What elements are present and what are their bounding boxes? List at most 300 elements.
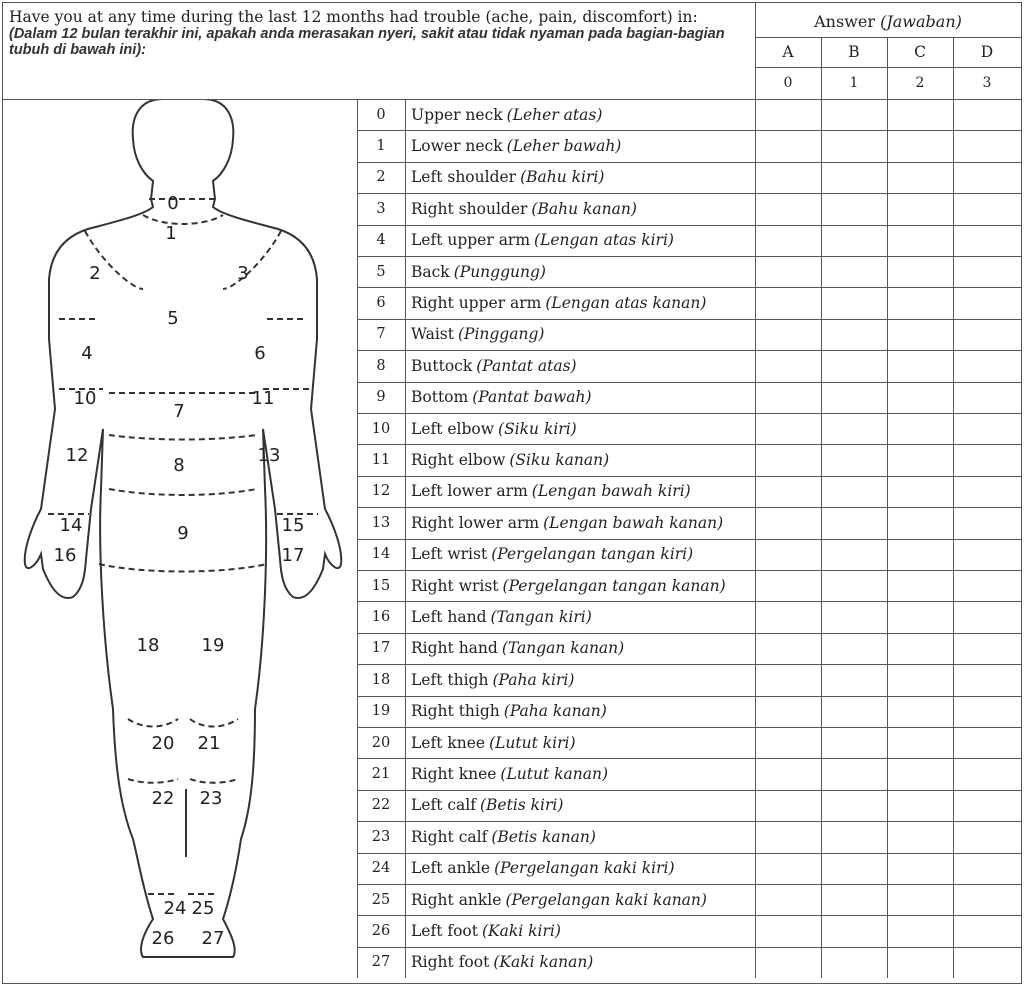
answer-checkbox-cell[interactable]	[755, 570, 821, 601]
answer-checkbox-cell[interactable]	[953, 256, 1021, 287]
figure-region-label: 9	[177, 523, 189, 544]
answer-checkbox-cell[interactable]	[755, 382, 821, 413]
body-part-label	[411, 507, 757, 538]
answer-checkbox-cell[interactable]	[755, 915, 821, 946]
answer-checkbox-cell[interactable]	[821, 758, 887, 789]
answer-checkbox-cell[interactable]	[821, 696, 887, 727]
answer-checkbox-cell[interactable]	[887, 444, 953, 475]
answer-checkbox-cell[interactable]	[887, 256, 953, 287]
answer-checkbox-cell[interactable]	[821, 947, 887, 978]
grid-line	[357, 664, 1021, 665]
answer-checkbox-cell[interactable]	[953, 696, 1021, 727]
answer-checkbox-cell[interactable]	[953, 225, 1021, 256]
answer-checkbox-cell[interactable]	[755, 444, 821, 475]
grid-line	[357, 915, 1021, 916]
figure-region-label: 20	[151, 733, 175, 754]
answer-checkbox-cell[interactable]	[821, 601, 887, 632]
body-part-label	[411, 193, 757, 224]
body-part-label	[411, 727, 757, 758]
answer-checkbox-cell[interactable]	[887, 633, 953, 664]
grid-line	[357, 225, 1021, 226]
answer-checkbox-cell[interactable]	[755, 99, 821, 130]
answer-checkbox-cell[interactable]	[821, 444, 887, 475]
figure-region-label: 0	[167, 193, 179, 214]
grid-line	[357, 319, 1021, 320]
body-part-label	[411, 821, 757, 852]
figure-region-label: 6	[254, 343, 266, 364]
grid-line	[357, 476, 1021, 477]
answer-column-score: 1	[849, 75, 859, 91]
body-part-english: Left lower arm	[411, 482, 528, 501]
answer-checkbox-cell[interactable]	[953, 476, 1021, 507]
answer-checkbox-cell[interactable]	[953, 382, 1021, 413]
figure-region-label: 1	[165, 223, 177, 244]
grid-line	[357, 193, 1021, 194]
answer-checkbox-cell[interactable]	[953, 601, 1021, 632]
body-part-indonesian: (Bahu kanan)	[531, 199, 637, 218]
answer-checkbox-cell[interactable]	[755, 193, 821, 224]
body-part-indonesian: (Betis kanan)	[491, 827, 596, 846]
grid-line	[357, 601, 1021, 602]
body-part-english: Right hand	[411, 639, 498, 658]
grid-line	[755, 37, 1021, 38]
body-map-figure	[3, 99, 357, 983]
grid-line	[953, 37, 954, 978]
row-number: 6	[376, 295, 386, 312]
body-part-indonesian: (Lutut kiri)	[489, 733, 576, 752]
grid-line	[357, 758, 1021, 759]
answer-checkbox-cell[interactable]	[887, 287, 953, 318]
answer-checkbox-cell[interactable]	[887, 884, 953, 915]
body-part-english: Upper neck	[411, 105, 503, 124]
body-part-english: Left knee	[411, 733, 486, 752]
row-number: 21	[371, 766, 391, 783]
figure-region-label: 3	[237, 263, 249, 284]
answer-checkbox-cell[interactable]	[953, 884, 1021, 915]
body-part-label	[411, 664, 757, 695]
answer-checkbox-cell[interactable]	[821, 193, 887, 224]
body-part-label	[411, 884, 757, 915]
answer-checkbox-cell[interactable]	[755, 664, 821, 695]
body-part-indonesian: (Pergelangan kaki kanan)	[505, 890, 707, 909]
answer-checkbox-cell[interactable]	[755, 696, 821, 727]
answer-checkbox-cell[interactable]	[953, 162, 1021, 193]
row-number: 13	[371, 514, 391, 531]
answer-checkbox-cell[interactable]	[887, 413, 953, 444]
row-number: 5	[376, 263, 386, 280]
answer-checkbox-cell[interactable]	[821, 225, 887, 256]
body-part-label	[411, 633, 757, 664]
body-part-english: Right calf	[411, 827, 488, 846]
body-part-english: Left ankle	[411, 859, 491, 878]
body-part-indonesian: (Paha kiri)	[492, 670, 575, 689]
figure-region-label: 19	[201, 635, 225, 656]
body-part-indonesian: (Tangan kanan)	[501, 639, 625, 658]
body-part-indonesian: (Lengan atas kiri)	[534, 231, 674, 250]
answer-checkbox-cell[interactable]	[755, 162, 821, 193]
row-number: 16	[371, 609, 391, 626]
body-part-english: Right wrist	[411, 576, 499, 595]
body-part-english: Left thigh	[411, 670, 489, 689]
answer-checkbox-cell[interactable]	[755, 413, 821, 444]
answer-checkbox-cell[interactable]	[821, 130, 887, 161]
row-number: 23	[371, 828, 391, 845]
body-part-label	[411, 162, 757, 193]
answer-checkbox-cell[interactable]	[887, 225, 953, 256]
grid-line	[357, 350, 1021, 351]
answer-checkbox-cell[interactable]	[821, 539, 887, 570]
grid-line	[357, 633, 1021, 634]
answer-checkbox-cell[interactable]	[953, 319, 1021, 350]
answer-column-letter: C	[914, 43, 926, 61]
answer-checkbox-cell[interactable]	[821, 507, 887, 538]
body-part-indonesian: (Paha kanan)	[503, 702, 607, 721]
answer-column-letter: D	[980, 43, 994, 61]
answer-checkbox-cell[interactable]	[887, 162, 953, 193]
row-number: 19	[371, 703, 391, 720]
answer-checkbox-cell[interactable]	[821, 853, 887, 884]
answer-checkbox-cell[interactable]	[953, 99, 1021, 130]
answer-checkbox-cell[interactable]	[887, 570, 953, 601]
grid-line	[755, 3, 756, 978]
body-part-indonesian: (Lengan bawah kiri)	[531, 482, 691, 501]
row-number: 7	[376, 326, 386, 343]
answer-checkbox-cell[interactable]	[953, 413, 1021, 444]
row-number: 9	[376, 389, 386, 406]
body-part-label	[411, 444, 757, 475]
body-part-indonesian: (Siku kiri)	[498, 419, 577, 438]
answer-checkbox-cell[interactable]	[887, 130, 953, 161]
row-number: 3	[376, 200, 386, 217]
body-part-english: Buttock	[411, 356, 473, 375]
answer-checkbox-cell[interactable]	[887, 853, 953, 884]
figure-region-label: 18	[136, 635, 160, 656]
answer-checkbox-cell[interactable]	[953, 915, 1021, 946]
figure-region-label: 14	[59, 515, 83, 536]
answer-checkbox-cell[interactable]	[887, 539, 953, 570]
answer-checkbox-cell[interactable]	[755, 256, 821, 287]
body-part-english: Left upper arm	[411, 231, 531, 250]
body-part-label	[411, 790, 757, 821]
grid-line	[357, 884, 1021, 885]
body-part-label	[411, 99, 757, 130]
answer-checkbox-cell[interactable]	[953, 633, 1021, 664]
row-number: 10	[371, 420, 391, 437]
answer-label-translation: (Jawaban)	[880, 11, 962, 31]
body-part-label	[411, 130, 757, 161]
answer-checkbox-cell[interactable]	[953, 570, 1021, 601]
figure-region-label: 15	[281, 515, 305, 536]
row-number: 17	[371, 640, 391, 657]
grid-line	[357, 256, 1021, 257]
grid-line	[357, 382, 1021, 383]
body-part-indonesian: (Lengan atas kanan)	[545, 294, 707, 313]
figure-region-label: 24	[163, 898, 187, 919]
answer-checkbox-cell[interactable]	[755, 601, 821, 632]
grid-line	[357, 130, 1021, 131]
answer-checkbox-cell[interactable]	[953, 790, 1021, 821]
answer-checkbox-cell[interactable]	[887, 382, 953, 413]
answer-checkbox-cell[interactable]	[887, 664, 953, 695]
answer-checkbox-cell[interactable]	[755, 539, 821, 570]
grid-line	[357, 413, 1021, 414]
answer-checkbox-cell[interactable]	[755, 947, 821, 978]
body-part-english: Back	[411, 262, 450, 281]
answer-checkbox-cell[interactable]	[821, 382, 887, 413]
answer-checkbox-cell[interactable]	[887, 790, 953, 821]
row-number: 20	[371, 734, 391, 751]
answer-checkbox-cell[interactable]	[821, 476, 887, 507]
grid-line	[357, 99, 358, 978]
answer-checkbox-cell[interactable]	[953, 507, 1021, 538]
answer-checkbox-cell[interactable]	[755, 727, 821, 758]
grid-line	[821, 37, 822, 978]
answer-checkbox-cell[interactable]	[821, 915, 887, 946]
answer-column-score: 0	[783, 75, 793, 91]
answer-checkbox-cell[interactable]	[953, 444, 1021, 475]
grid-line	[357, 570, 1021, 571]
body-part-label	[411, 915, 757, 946]
row-number: 25	[371, 891, 391, 908]
answer-column-score: 2	[915, 75, 925, 91]
answer-checkbox-cell[interactable]	[755, 884, 821, 915]
figure-region-label: 27	[201, 928, 225, 949]
body-part-indonesian: (Bahu kiri)	[520, 168, 605, 187]
grid-line	[755, 67, 1021, 68]
figure-region-label: 12	[65, 445, 89, 466]
figure-region-label: 25	[191, 898, 215, 919]
row-number: 2	[376, 169, 386, 186]
answer-checkbox-cell[interactable]	[821, 162, 887, 193]
answer-checkbox-cell[interactable]	[755, 507, 821, 538]
answer-checkbox-cell[interactable]	[755, 476, 821, 507]
answer-checkbox-cell[interactable]	[887, 727, 953, 758]
body-part-indonesian: (Pergelangan kaki kiri)	[494, 859, 675, 878]
answer-checkbox-cell[interactable]	[953, 758, 1021, 789]
answer-checkbox-cell[interactable]	[953, 727, 1021, 758]
answer-checkbox-cell[interactable]	[887, 507, 953, 538]
answer-checkbox-cell[interactable]	[887, 947, 953, 978]
answer-checkbox-cell[interactable]	[821, 413, 887, 444]
row-number: 0	[376, 106, 386, 123]
answer-checkbox-cell[interactable]	[887, 601, 953, 632]
figure-region-label: 22	[151, 788, 175, 809]
answer-checkbox-cell[interactable]	[821, 884, 887, 915]
body-part-indonesian: (Lengan bawah kanan)	[543, 513, 724, 532]
body-part-english: Right elbow	[411, 451, 506, 470]
answer-column-letter: A	[782, 43, 794, 61]
grid-line	[357, 727, 1021, 728]
figure-region-label: 10	[73, 388, 97, 409]
body-part-english: Right knee	[411, 765, 497, 784]
body-part-english: Left foot	[411, 922, 478, 941]
body-part-label	[411, 225, 757, 256]
body-part-indonesian: (Pantat bawah)	[472, 388, 592, 407]
answer-checkbox-cell[interactable]	[821, 664, 887, 695]
body-part-english: Right ankle	[411, 890, 502, 909]
figure-region-label: 5	[167, 308, 179, 329]
grid-line	[357, 162, 1021, 163]
answer-checkbox-cell[interactable]	[821, 350, 887, 381]
row-number: 12	[371, 483, 391, 500]
figure-region-label: 13	[257, 445, 281, 466]
answer-checkbox-cell[interactable]	[953, 193, 1021, 224]
body-part-label	[411, 601, 757, 632]
answer-checkbox-cell[interactable]	[755, 319, 821, 350]
row-number: 26	[371, 923, 391, 940]
grid-line	[357, 444, 1021, 445]
body-part-english: Right upper arm	[411, 294, 542, 313]
answer-checkbox-cell[interactable]	[953, 539, 1021, 570]
answer-label: Answer	[814, 11, 876, 31]
answer-checkbox-cell[interactable]	[755, 225, 821, 256]
answer-checkbox-cell[interactable]	[887, 696, 953, 727]
body-part-indonesian: (Pinggang)	[457, 325, 545, 344]
answer-checkbox-cell[interactable]	[887, 821, 953, 852]
body-part-label	[411, 319, 757, 350]
answer-column-score: 3	[982, 75, 992, 91]
answer-checkbox-cell[interactable]	[953, 664, 1021, 695]
grid-line	[357, 947, 1021, 948]
row-number: 11	[371, 452, 391, 469]
answer-checkbox-cell[interactable]	[755, 287, 821, 318]
row-number: 8	[376, 357, 386, 374]
figure-region-label: 8	[173, 455, 185, 476]
body-part-label	[411, 758, 757, 789]
body-part-label	[411, 947, 757, 978]
body-part-label	[411, 853, 757, 884]
body-part-indonesian: (Kaki kanan)	[493, 953, 594, 972]
row-number: 4	[376, 232, 386, 249]
questionnaire-sheet	[2, 2, 1022, 984]
grid-line	[357, 287, 1021, 288]
question-english: Have you at any time during the last 12 months had trouble (ache, pain, discomfort) in:	[9, 8, 698, 26]
body-part-indonesian: (Tangan kiri)	[490, 608, 592, 627]
figure-region-label: 2	[89, 263, 101, 284]
answer-checkbox-cell[interactable]	[887, 193, 953, 224]
answer-checkbox-cell[interactable]	[755, 350, 821, 381]
answer-column-letter: B	[848, 43, 860, 61]
answer-checkbox-cell[interactable]	[821, 790, 887, 821]
answer-checkbox-cell[interactable]	[953, 947, 1021, 978]
body-part-english: Left calf	[411, 796, 476, 815]
figure-region-label: 26	[151, 928, 175, 949]
answer-checkbox-cell[interactable]	[821, 99, 887, 130]
grid-line	[357, 507, 1021, 508]
body-part-english: Right foot	[411, 953, 490, 972]
answer-checkbox-cell[interactable]	[953, 821, 1021, 852]
row-number: 22	[371, 797, 391, 814]
answer-checkbox-cell[interactable]	[821, 727, 887, 758]
body-part-indonesian: (Betis kiri)	[479, 796, 564, 815]
answer-checkbox-cell[interactable]	[887, 758, 953, 789]
answer-checkbox-cell[interactable]	[887, 99, 953, 130]
row-number: 27	[371, 954, 391, 971]
answer-checkbox-cell[interactable]	[821, 319, 887, 350]
answer-checkbox-cell[interactable]	[821, 821, 887, 852]
grid-line	[887, 37, 888, 978]
row-number: 18	[371, 671, 391, 688]
body-part-english: Left elbow	[411, 419, 495, 438]
body-part-indonesian: (Punggung)	[453, 262, 546, 281]
grid-line	[357, 790, 1021, 791]
answer-checkbox-cell[interactable]	[887, 319, 953, 350]
body-part-english: Lower neck	[411, 137, 503, 156]
figure-region-label: 17	[281, 545, 305, 566]
answer-checkbox-cell[interactable]	[755, 821, 821, 852]
answer-header	[755, 5, 1021, 37]
answer-checkbox-cell[interactable]	[755, 758, 821, 789]
body-part-english: Waist	[411, 325, 454, 344]
grid-line	[357, 821, 1021, 822]
body-part-english: Right shoulder	[411, 199, 528, 218]
question-text	[9, 9, 749, 58]
body-part-english: Right thigh	[411, 702, 500, 721]
grid-line	[357, 539, 1021, 540]
body-part-indonesian: (Leher bawah)	[506, 137, 622, 156]
body-part-label	[411, 287, 757, 318]
answer-checkbox-cell[interactable]	[821, 570, 887, 601]
grid-line	[357, 853, 1021, 854]
answer-checkbox-cell[interactable]	[953, 350, 1021, 381]
body-part-indonesian: (Leher atas)	[506, 105, 603, 124]
body-part-indonesian: (Lutut kanan)	[500, 765, 608, 784]
row-number: 14	[371, 546, 391, 563]
body-part-label	[411, 570, 757, 601]
body-part-label	[411, 256, 757, 287]
body-part-indonesian: (Pantat atas)	[476, 356, 577, 375]
body-part-indonesian: (Pergelangan tangan kiri)	[491, 545, 694, 564]
grid-line	[405, 99, 406, 978]
figure-region-label: 23	[199, 788, 223, 809]
body-part-label	[411, 350, 757, 381]
answer-checkbox-cell[interactable]	[953, 853, 1021, 884]
row-number: 1	[376, 138, 386, 155]
answer-checkbox-cell[interactable]	[953, 287, 1021, 318]
grid-line	[357, 696, 1021, 697]
answer-checkbox-cell[interactable]	[755, 130, 821, 161]
body-part-english: Left wrist	[411, 545, 488, 564]
answer-checkbox-cell[interactable]	[821, 256, 887, 287]
body-part-label	[411, 696, 757, 727]
body-part-label	[411, 476, 757, 507]
figure-region-label: 7	[173, 401, 185, 422]
answer-checkbox-cell[interactable]	[887, 350, 953, 381]
body-part-english: Bottom	[411, 388, 469, 407]
row-number: 24	[371, 860, 391, 877]
answer-checkbox-cell[interactable]	[821, 633, 887, 664]
body-part-english: Right lower arm	[411, 513, 540, 532]
row-number: 15	[371, 577, 391, 594]
body-part-indonesian: (Siku kanan)	[509, 451, 610, 470]
body-part-english: Left shoulder	[411, 168, 517, 187]
figure-region-label: 11	[251, 388, 275, 409]
answer-checkbox-cell[interactable]	[755, 790, 821, 821]
answer-checkbox-cell[interactable]	[887, 915, 953, 946]
answer-checkbox-cell[interactable]	[887, 476, 953, 507]
answer-checkbox-cell[interactable]	[755, 633, 821, 664]
answer-checkbox-cell[interactable]	[953, 130, 1021, 161]
body-part-label	[411, 539, 757, 570]
body-part-english: Left hand	[411, 608, 487, 627]
figure-region-label: 21	[197, 733, 221, 754]
figure-region-label: 16	[53, 545, 77, 566]
answer-checkbox-cell[interactable]	[821, 287, 887, 318]
grid-line	[3, 99, 1021, 100]
body-part-label	[411, 413, 757, 444]
answer-checkbox-cell[interactable]	[755, 853, 821, 884]
figure-region-label: 4	[81, 343, 93, 364]
